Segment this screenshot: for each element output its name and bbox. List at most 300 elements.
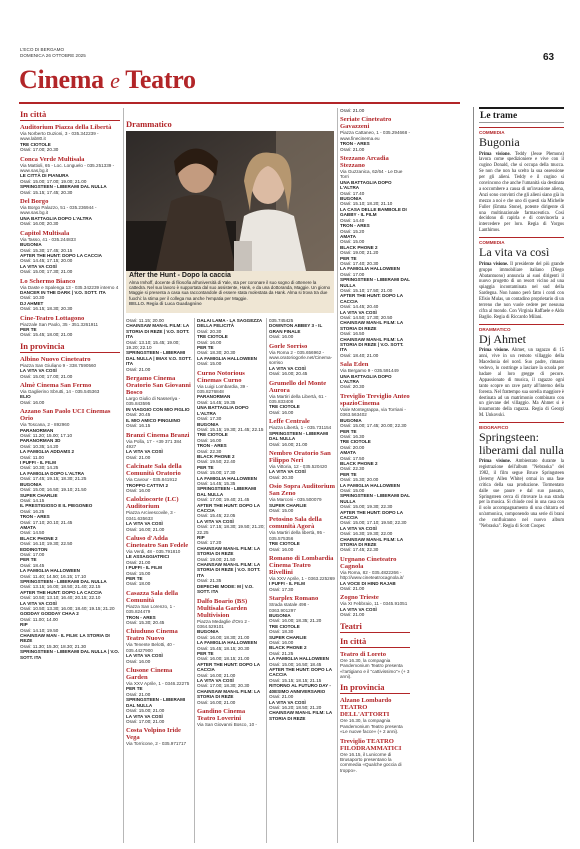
showtimes: Orari: 17.45; 22.30 — [340, 547, 379, 553]
film-title: SPRINGSTEEN - LIBERAMI DAL NULLA — [340, 277, 410, 288]
film-headline: Dj Ahmet — [479, 331, 526, 346]
film-title: LA VITA VA COSÌ — [197, 677, 234, 683]
plot-body: Ambientato durante la registrazione dell'album "Nebraska" del 1982, il film segue Bruce Springsteen (Jeremy Allen White) ormai in una fase critica della sua produzione. Tormentato dalle sue paure e dal suo passato, Springsteen cerca di ritrovare la sua strada per la musica. Si chiude così in una casa con il solo accompagnamento di una chitarra ed un'armonica, componendo una serie di brani che confluiranno nel nuovo album "Nebraska". Regia di Scott Cooper. — [479, 459, 564, 530]
film-title: TRE CIOTOLE — [269, 623, 300, 629]
showtimes: Orari: 16.25 — [20, 508, 45, 514]
showtimes: Orari: 15.15; 17.45; 20.30 — [20, 189, 73, 195]
film-title: PARANORMAN — [197, 394, 231, 400]
film-title: SPRINGSTEEN - LIBERAMI DAL NULLA | V.O. SOTT. ITA — [20, 649, 120, 660]
showtimes: Orari: 16.30 — [340, 433, 365, 439]
showtimes: Orari: 17.30 — [197, 416, 222, 422]
showtimes: Orari: 14.15 — [20, 497, 45, 503]
listing-block — [269, 516, 335, 552]
venue-address: Piazzale San Paolo, 35 - 351.3261911 — [20, 321, 99, 327]
showtimes: Orari: 11.00 — [20, 454, 44, 460]
film-title: DANCER IN THE DARK | V.O. SOTT. ITA — [20, 289, 106, 295]
film-title: I PUFFI - IL FILM — [20, 460, 56, 466]
film-title: UNA BATTAGLIA DOPO L'ALTRA — [340, 373, 392, 385]
showtimes: Orari: 16.30; 19.30; 22.00 — [340, 531, 393, 537]
film-title: PER TE — [340, 255, 357, 261]
film-title: AFTER THE HUNT: DOPO LA CACCIA — [197, 502, 260, 513]
venue-address: Via Borgo Palazzo, 51 - 035.236944 - www.sas.bg.it — [20, 205, 97, 216]
listing-block — [126, 375, 192, 428]
plot-lead: Prima visione. — [479, 151, 511, 157]
venue-name: Capitol Multisala — [20, 229, 70, 237]
showtimes: Orari: 15.00; 17.00; 21.00 — [20, 373, 73, 379]
film-title: TRON - ARES — [340, 141, 370, 147]
listing-block — [126, 318, 192, 372]
listings-column-2 — [126, 318, 192, 843]
theatre-block — [340, 697, 410, 734]
film-title: BUGONIA — [20, 481, 42, 487]
genre-label: BIOGRAFICO — [479, 422, 564, 430]
venue-address: Via Tasso, 41 - 035.244833 — [20, 236, 76, 242]
film-still-photo — [126, 131, 334, 271]
column-rule — [473, 107, 474, 842]
showtimes: Orari: 17.40 — [340, 190, 365, 196]
plot-body: Teddy (Jesse Plemons) lavora come spedizioniere e vive con il cugino Donald, che si occupa della mucca. Se non che non ha scelto la sua ossessione per gli alieni. Teddy e il cugino si convincono che anche l'umanità sia destinata a soccombere a causa di un'invasione aliena, Anzi sono convinti che gli alieni siano già in mezzo a noi e che uno di questi sia Michelle Fuller (Emma Stone), potente dirigente di una multinazionale farmaceutica. Così decidono di rapirla e di convincerla a intercedere per loro. Regia di Yorgos Lanthimos. — [479, 151, 564, 234]
listings-column-3 — [197, 318, 265, 843]
listing-block — [269, 555, 335, 592]
venue-name: Azzano San Paolo UCI Cinemas Orio — [20, 408, 111, 423]
event-text: Ore 16.30, la compagnia Pandemonium Teatro presenta «Le nuove facce» (+ 2 anni). — [340, 718, 403, 735]
showtimes: Orari: 15.00; 16.50; 19.10; 21.50 — [20, 487, 87, 493]
venue-name: Gandino Cinema Teatro Loverini — [197, 708, 246, 722]
showtimes: Orari: 13.15; 16.00; 18.50; 21.40; 22.15 — [20, 584, 101, 590]
film-title: PER TE — [126, 576, 143, 581]
film-title: LA FAMIGLIA HALLOWEEN — [197, 475, 257, 481]
genre-label: COMMEDIA — [479, 127, 564, 135]
film-title: RITORNO AL FUTURO DAY - 40ESIMO ANNIVERSARIO — [269, 683, 331, 694]
venue-name: Treviglio Treviglio Anteo spazioCinema — [340, 392, 410, 407]
showtimes: Orari: 11.20; 15.00; 17.10 — [20, 433, 73, 439]
showtimes: Orari: 21.00 — [126, 366, 151, 372]
showtimes: Orari: 15.20 — [340, 228, 365, 234]
venue-name: Del Borgo — [20, 198, 49, 206]
film-title: CHAINSAW MAN-IL FILM: LA STORIA DI REZE — [197, 688, 261, 700]
listing-block — [197, 318, 265, 367]
listing-block — [126, 628, 192, 664]
showtimes: Orari: 18.00 — [126, 581, 151, 587]
film-title: TROPPO CATTIVI 2 — [126, 482, 169, 488]
caption-credit: BELLO. Regia di Luca Guadagnino — [129, 300, 202, 306]
showtimes: Orari: 20.30 — [197, 328, 222, 334]
plot-body: Ahmet, un ragazzo di 15 anni, vive in un remoto villaggio della Macedonia del nord. Suo padre, rimasto vedovo, lo costringe a lasciare la scuola per badare al loro gregge di pecore. Appassionato di musica, il ragazzo ogni tanto scopre un rave party all'interno della foresta. Nel frattempo sua sorella maggiore è destinata ad un matrimonio combinato con un giovane del villaggio. Ma Ahmet si è innamorato della ragazza. Regia di Georgi M. Unkovski. — [479, 348, 564, 419]
listing-block — [340, 556, 410, 592]
venue-address: Piazza San Giuliano 9 - 338.7590560 — [20, 362, 97, 368]
listings-column-5 — [340, 108, 410, 843]
film-title: AFTER THE HUNT: DOPO LA CACCIA — [197, 661, 260, 673]
listing-block — [197, 598, 265, 706]
film-title: LA VOCE DI HIND RAJAB — [340, 580, 396, 586]
film-title: TRON - ARES — [20, 514, 50, 520]
showtimes: Orari: 20.30 — [340, 384, 365, 390]
film-title: LA VITA VA COSÌ — [340, 606, 377, 612]
showtimes: Orari: 16.15; 18.30; 20.30 — [20, 306, 73, 312]
venue-address: Piazza Medaglie d'Oro 2 - 0364.529101 — [197, 618, 250, 629]
showtimes: Orari: 16.00; 20.30 — [20, 221, 59, 227]
venue-name: Conca Verde Multisala — [20, 155, 85, 163]
film-title: PER TE — [126, 686, 143, 692]
film-title: IL PRESTIGIOSO E IL PIEGONEO — [20, 503, 93, 509]
plot-item — [479, 324, 564, 419]
showtimes: Orari: 15.30; 20.00 — [340, 477, 379, 483]
showtimes: Orari: 15.30; 20.45 — [126, 620, 165, 626]
caption-title: After the Hunt - Dopo la caccia — [129, 272, 231, 279]
listing-block — [126, 432, 192, 461]
showtimes: Orari: 17.00 — [20, 551, 45, 557]
showtimes: Orari: 15.15; 19.30; 21.45; 22.15 — [197, 426, 264, 432]
film-title: BLACK PHONE 2 — [269, 645, 307, 651]
showtimes: Orari: 22.30 — [340, 466, 365, 472]
venue-address: Via Roma, 82 - 035.4822266 - http://www.cineteatrocagnola.it/ — [340, 569, 404, 581]
film-title: DOWNTON ABBEY 3 - IL GRAN FINALE — [269, 323, 323, 334]
film-title: LA FAMIGLIA HALLOWEEN — [20, 568, 80, 574]
film-title: BLACK PHONE 2 — [340, 460, 378, 466]
film-title: TRE CIOTOLE — [340, 439, 371, 445]
showtimes: Orari: 18.30 — [269, 629, 294, 635]
venue-address: Piazza Arcivescovile, 3 - 0341.635633 — [126, 510, 176, 521]
film-title: LA VITA VA COSÌ — [20, 263, 57, 269]
listing-block — [126, 463, 192, 493]
showtimes: Orari: 18.40; 21.00 — [340, 352, 379, 358]
film-title: LA VITA VA COSÌ — [126, 449, 163, 455]
listing-block — [269, 595, 335, 721]
showtimes: 035.745425 — [269, 318, 294, 323]
showtimes: Orari: 21.35 — [197, 578, 222, 584]
plot-lead: Prima visione. — [479, 348, 510, 354]
film-title: LA VITA VA COSÌ — [269, 365, 306, 371]
venue-address: Via Torricone, 2 - 035.971717 — [126, 741, 187, 747]
venue-address: Via Toscana, 2 - 892960 — [20, 422, 70, 428]
film-headline: Bugonia — [479, 135, 520, 149]
venue-name: Treviglio TEATRO FILODRAMMATICI — [340, 737, 402, 752]
venue-name: Costa Volpino Iride Vega — [126, 727, 181, 742]
listing-block — [126, 590, 192, 626]
venue-address: Via Norberto Duzioni, 3 - 035.342239 - www.lab80.it — [20, 131, 99, 142]
showtimes: Orari: 10.50; 13.10; 16.40; 20.15; 22.10 — [20, 595, 101, 601]
showtimes: Orari: 15.30; 17.45; 20.15 — [20, 247, 73, 253]
showtimes: Orari: 10.30 — [20, 295, 45, 301]
venue-address: Via Martiri della libertà, 95 - 035.575356 — [269, 530, 325, 541]
showtimes: Orari: 17.00; 21.00 — [126, 718, 165, 724]
film-title: LA VITA VA COSÌ — [340, 525, 377, 531]
film-title: LA FAMIGLIA ADDAMS 2 — [20, 449, 75, 455]
listings-column-4 — [269, 318, 335, 843]
venue-name: Teatro di Loreto — [340, 650, 387, 658]
showtimes: Orari: 15.00; 17.30; 21.00 — [20, 269, 73, 275]
showtimes: Orari: 17.15; 18.30; 19.50; 21.20; 22.25 — [197, 524, 265, 535]
event-text: Ore 16.30, la compagnia Pandemonium Teatro presenta «l'artigiano e il "cattivissimo"» (+ 3 anni). — [340, 657, 410, 679]
listing-block — [20, 408, 120, 660]
film-title: GODDAY GODDAY CHAA 2 — [20, 611, 79, 617]
showtimes: Orari: 15.00 — [269, 507, 294, 513]
showtimes: Orari: 14.45; 19.35 — [197, 399, 236, 405]
film-title: PER TE — [20, 557, 37, 563]
showtimes: Orari: 14.50 — [20, 530, 45, 536]
showtimes: Orari: 17.00; 20.30 — [20, 147, 59, 153]
showtimes: Orari: 15.00 — [126, 570, 151, 576]
showtimes: Orari: 21.00 — [126, 691, 151, 697]
listing-block — [269, 380, 335, 416]
showtimes: Orari: 15.00; 19.30; 22.30 — [340, 504, 393, 510]
showtimes: Orari: 20.00 — [340, 444, 365, 450]
showtimes: Orari: 14.10; 19.50 — [20, 627, 59, 633]
showtimes: Orari: 15.45; 18.00; 21.00 — [20, 332, 73, 338]
showtimes: Orari: 10.30; 14.25 — [20, 465, 59, 471]
genre-label: DRAMMATICO — [479, 324, 564, 332]
showtimes: Orari: 16.10; 19.30; 22.50 — [20, 541, 73, 547]
showtimes: Orari: 17.40; 20.30 — [340, 260, 379, 266]
plot-text — [479, 262, 564, 321]
venue-address: Via Bergamo 9 - 035.591449 — [340, 368, 399, 374]
showtimes: Orari: 21.00 — [340, 146, 365, 152]
column-rule — [266, 318, 267, 843]
film-title: LA VITA VA COSÌ — [20, 600, 57, 606]
film-title: TRE CIOTOLE — [197, 432, 228, 438]
film-title: LA FAMIGLIA HALLOWEEN — [269, 656, 329, 662]
film-title: LA FAMIGLIA DOPO L'ALTRA — [20, 470, 85, 476]
listing-block — [340, 393, 410, 553]
film-title: PARANORMAN 3D — [20, 438, 61, 444]
film-title: SUPER CHARLIE — [269, 502, 307, 508]
listing-block — [340, 116, 410, 152]
film-title: PARANORMAN — [20, 427, 54, 433]
theatre-block — [340, 651, 410, 680]
venue-name: Zogno Trieste — [340, 594, 379, 602]
venue-name: Almè Cinema San Fermo — [20, 382, 92, 389]
film-title: LA CASA DELLE BAMBOLE DI GABBY - IL FILM — [340, 206, 407, 218]
film-title: IN VIAGGIO CON MIO FIGLIO — [126, 406, 190, 412]
showtimes: Orari: 14.45; 17.15; 20.00 — [20, 258, 73, 264]
film-title: AMATA — [340, 233, 356, 239]
masthead — [20, 47, 86, 59]
film-title: SPRINGSTEEN - LIBERAMI DAL NULLA — [340, 493, 410, 504]
listing-block — [197, 370, 265, 595]
venue-address: Via XXV Aprile, 1 - 0346.22275 — [126, 681, 190, 687]
venue-name: Alzano Lombardo TEATRO DELL'ATTORTI — [340, 697, 392, 719]
showtimes: Orari: 21.00 — [340, 612, 365, 618]
listing-block — [269, 418, 335, 447]
showtimes: Orari: 21.00 — [126, 559, 151, 565]
showtimes: Orari: 16.20; 18.50; 21.20 — [269, 704, 322, 710]
plot-item — [479, 127, 564, 234]
venue-name: Starplex Romano — [269, 595, 319, 603]
film-title: TRE CIOTOLE — [269, 404, 300, 410]
showtimes: Orari: 14.40 — [340, 217, 365, 223]
venue-name: Seriate Cineteatro Gavazzeni — [340, 116, 392, 131]
showtimes: Orari: 22.30 — [197, 448, 222, 454]
page-title — [19, 66, 196, 95]
showtimes: Orari: 10.50; 13.30; 16.00; 18.40; 19.15; 21.20 — [20, 606, 115, 612]
showtimes: Orari: 16.00; 21.00 — [126, 526, 165, 532]
film-title: BLACK PHONE 2 — [20, 535, 58, 541]
showtimes: Orari: 16.00 — [20, 399, 45, 405]
showtimes: Orari: 17.45; 19.15; 18.30; 21.25 — [20, 476, 87, 482]
film-title: LA FAMIGLIA HALLOWEEN — [197, 355, 257, 361]
showtimes: Orari: 17.20 — [197, 540, 222, 546]
venue-address: Via Polla, 17 - +39 371 384 4927 — [126, 438, 182, 449]
film-title: BLACK PHONE 2 — [340, 244, 378, 250]
film-title: EDDINGTON — [20, 546, 48, 552]
venue-name: Cine-Teatro Lottagono — [20, 314, 85, 322]
section-heading: In provincia — [340, 682, 410, 694]
issue-date: DOMENICA 26 OTTOBRE 2025 — [20, 53, 86, 58]
film-title: IL MIO AMICO PINGUINO — [126, 417, 181, 423]
film-title: CHAINSAW MAN-IL FILM: LA STORIA DI REZE — [269, 710, 333, 721]
showtimes: Orari: 16.00 — [197, 437, 222, 443]
venue-address: Piazza Libertà, 1 - 035.731154 — [269, 425, 332, 431]
listing-block — [126, 727, 192, 746]
showtimes: Orari: 19.50; 22.40 — [197, 459, 236, 465]
venue-address: Piazza Cattaneo, 1 - 035.294668 - www.finecinema.eu — [340, 130, 410, 141]
film-title: UNA BATTAGLIA DOPO L'ALTRA — [340, 179, 392, 191]
showtimes: Orari: 15.10; 17.50; 21.00 — [340, 287, 393, 293]
listing-block — [340, 108, 410, 113]
venue-name: Lo Schermo Bianco — [20, 277, 76, 285]
film-title: TRON - ARES — [126, 614, 156, 620]
plot-body: Il presidente del più grande gruppo immobiliare italiano (Diego Abatantuono) annuncia ai suoi dirigenti il nuovo progetto di un resort vicino ad una spiaggia incontaminata nel sud della Sardegna. Non hanno però fatto i conti con Efisio Mulas, un contadino proprietario di un terreno che non vuole cedere per nessuna cifra al mondo. Con Virginia Raffaele e Aldo Baglio. Regia di Riccardo Milani. — [479, 261, 564, 320]
film-title: BUGONIA — [340, 417, 362, 423]
film-title: AFTER THE HUNT: DOPO LA CACCIA — [340, 293, 403, 304]
feature-label: Drammatico — [126, 119, 172, 129]
listing-block — [197, 708, 265, 727]
venue-name: Auditorium Piazza della Libertà — [20, 124, 112, 131]
showtimes: Orari: 17.50 — [340, 455, 365, 461]
showtimes: Orari: 14.45; 15.35 — [197, 480, 236, 486]
venue-name: Nembro Oratorio San Filippo Neri — [269, 449, 331, 464]
listing-block — [126, 535, 192, 587]
column-rule — [194, 318, 195, 843]
film-title: PER TE — [197, 650, 214, 656]
showtimes: Orari: 19.00; 21.20 — [340, 250, 379, 256]
film-title: CHAINSAW MAN-IL FILM: LA STORIA DI REZE — [197, 545, 261, 557]
film-still-image — [126, 131, 334, 271]
venue-address: Strada statale 498 - 0363.901297 — [269, 602, 310, 613]
venue-address: Via Luigi Lombardia, 39 - 035.8276848 — [197, 383, 248, 395]
film-title: I PUFFI - IL FILM — [269, 581, 305, 587]
section-heading: Teatri — [340, 621, 410, 633]
showtimes: Orari: 10.35; 14.20 — [20, 443, 59, 449]
listing-block — [126, 667, 192, 724]
photo-caption — [126, 271, 334, 313]
film-title: LA VITA VA COSÌ — [126, 521, 163, 527]
showtimes: Orari: 21.00 — [126, 454, 151, 460]
listing-block — [20, 315, 120, 338]
venue-name: Gorle Sorriso — [269, 342, 308, 350]
showtimes: Orari: 16.00 — [126, 658, 151, 664]
showtimes: Orari: 17.30 — [269, 586, 294, 592]
film-title: LA VITA VA COSÌ — [269, 469, 306, 475]
film-title: AFTER THE HUNT: DOPO LA CACCIA — [269, 667, 332, 678]
listing-block — [269, 483, 335, 513]
listing-block — [340, 594, 410, 617]
venue-name: Osio Sopra Auditorium San Zeno — [269, 483, 335, 498]
plot-text — [479, 459, 564, 530]
listings-column-1 — [20, 108, 120, 843]
venue-address: Via Guzzanica, 62/64 - Le Due Torri — [340, 169, 403, 180]
film-title: CHAINSAW MAN-IL FILM: LA STORIA DI REZE | V.O. SOTT. ITA — [126, 323, 190, 340]
showtimes: Orari: 16.00; 20.45 — [269, 371, 308, 377]
showtimes: Orari: 21.00 — [340, 586, 365, 592]
showtimes: Orari: 16.00 — [269, 409, 294, 415]
showtimes: Orari: 19.00; 21.50 — [197, 556, 236, 562]
title-cinema: Cinema — [19, 65, 104, 94]
venue-name: Grumello del Monte Aurora — [269, 379, 327, 394]
listing-block — [20, 156, 120, 195]
showtimes: Orari: 15.45; 18.15; 20.30 — [197, 645, 250, 651]
film-title: DJ AHMET — [20, 300, 44, 306]
venue-address: Via Marconi - 035.500079 — [269, 497, 322, 503]
showtimes: Orari: 15.10; 18.20; 21.10 — [340, 201, 393, 207]
venue-address: Via Martiri della Libertà, 61 - 035.833408 — [269, 393, 327, 405]
film-title: PER TE — [197, 345, 214, 351]
film-title: SPRINGSTEEN - LIBERAMI DAL NULLA | IMAX V.O. SOTT. ITA — [126, 350, 192, 367]
listing-block — [269, 318, 335, 340]
film-title: CHAINSAW MAN-IL FILM: LA STORIA DI REZE | V.O. SOTT. ITA — [340, 336, 404, 353]
venue-name: Leffe Centrale — [269, 418, 310, 426]
showtimes: Orari: 16.00; 18.30; 21.00 — [197, 634, 250, 640]
showtimes: Orari: 17.00; 19.40; 21.45 — [197, 497, 250, 503]
genre-label: COMMEDIA — [479, 237, 564, 245]
film-title: TRE CIOTOLE — [197, 334, 228, 340]
film-title: PER TE — [340, 471, 357, 477]
film-title: PER TE — [340, 428, 357, 434]
venue-name: Caluso d'Adda Cineteatro San Fedele — [126, 534, 189, 549]
column-rule — [123, 108, 124, 843]
section-heading: In città — [20, 109, 120, 121]
caption-body: Alma Imhoff, docente di filosofia all'università di Yale, sta per coronare il suo sogno di ottenere la cattedra. Nel suo lavoro è supportata dal suo assistente, Hank, e da una dottoranda, Maggie. Un giorno Maggie si presenta a casa sua raccontandole di essere stata molestata da Hank. Alma si trova tra due fuochi: la stima per il collega ma anche l'empatia per Maggie. — [129, 280, 331, 301]
film-headline: Springsteen: liberami dal nulla — [479, 430, 564, 457]
film-title: LA VITA VA COSÌ — [126, 713, 163, 719]
film-title: TRE CIOTOLE — [20, 141, 51, 147]
venue-address: Via San Giovanni Bosco, 10 - — [197, 722, 257, 727]
section-heading: In città — [340, 636, 410, 648]
film-title: LA VITA VA COSÌ — [269, 699, 306, 705]
venue-address: Via Vittoria, 12 - 035.520420 — [269, 463, 328, 469]
venue-name: Casazza Sala della Comunità — [126, 589, 179, 604]
plot-item — [479, 237, 564, 321]
venue-name: Branzi Cinema Branzi — [126, 431, 190, 439]
showtimes: Orari: 16.00 — [126, 487, 151, 493]
showtimes: Orari: 17.10; 20.10; 21.45 — [20, 519, 73, 525]
showtimes: Orari: 21.00 — [340, 108, 365, 113]
title-rule — [19, 102, 460, 104]
showtimes: Orari: 15.00 — [197, 361, 222, 367]
event-text: Ore 16.15, il Lunicorne di Brusaporto presentano la commedia «Qualche goccia di troppo». — [340, 751, 402, 773]
venue-address: Via Mattioli, 65 - Loc. Longuelo - 035.251339 - www.sas.bg.it — [20, 162, 115, 174]
showtimes: Orari: 16.00 — [197, 339, 222, 345]
film-title: SPRINGSTEEN - LIBERAMI DAL NULLA — [197, 486, 257, 497]
film-title: TRON - ARES — [340, 223, 370, 229]
plot-text — [479, 348, 564, 419]
film-title: PER TE — [197, 464, 214, 470]
film-title: PER TE — [20, 326, 37, 332]
venue-address: Piazza San Lorenzo, 1 - 035.824479 — [126, 603, 176, 615]
showtimes: Orari: 15.00; 17.00; 19.00; 21.00 — [20, 178, 87, 184]
showtimes: Orari: 16.00 — [269, 640, 294, 646]
listing-block — [340, 155, 410, 358]
showtimes: Orari: 15.00; 17.30 — [197, 470, 236, 476]
venue-address: Largo Giulio di Nasseriya - 035.843595 — [126, 396, 181, 407]
venue-name: Bergamo Cinema Oratorio San Giovanni Bosco — [126, 375, 191, 397]
showtimes: Orari: 14.45; 20.40 — [340, 304, 379, 310]
film-title: CHAINSAW MAN-IL FILM: LA STORIA DI REZE — [340, 320, 404, 331]
showtimes: Orari: 18.30; 20.30 — [197, 350, 236, 356]
venue-name: Albino Nuovo Cineteatro — [20, 355, 91, 363]
film-title: LA VITA VA COSÌ — [20, 368, 57, 374]
venue-address: Via XXV Aprile, 1 - 0363.225269 — [269, 575, 335, 581]
